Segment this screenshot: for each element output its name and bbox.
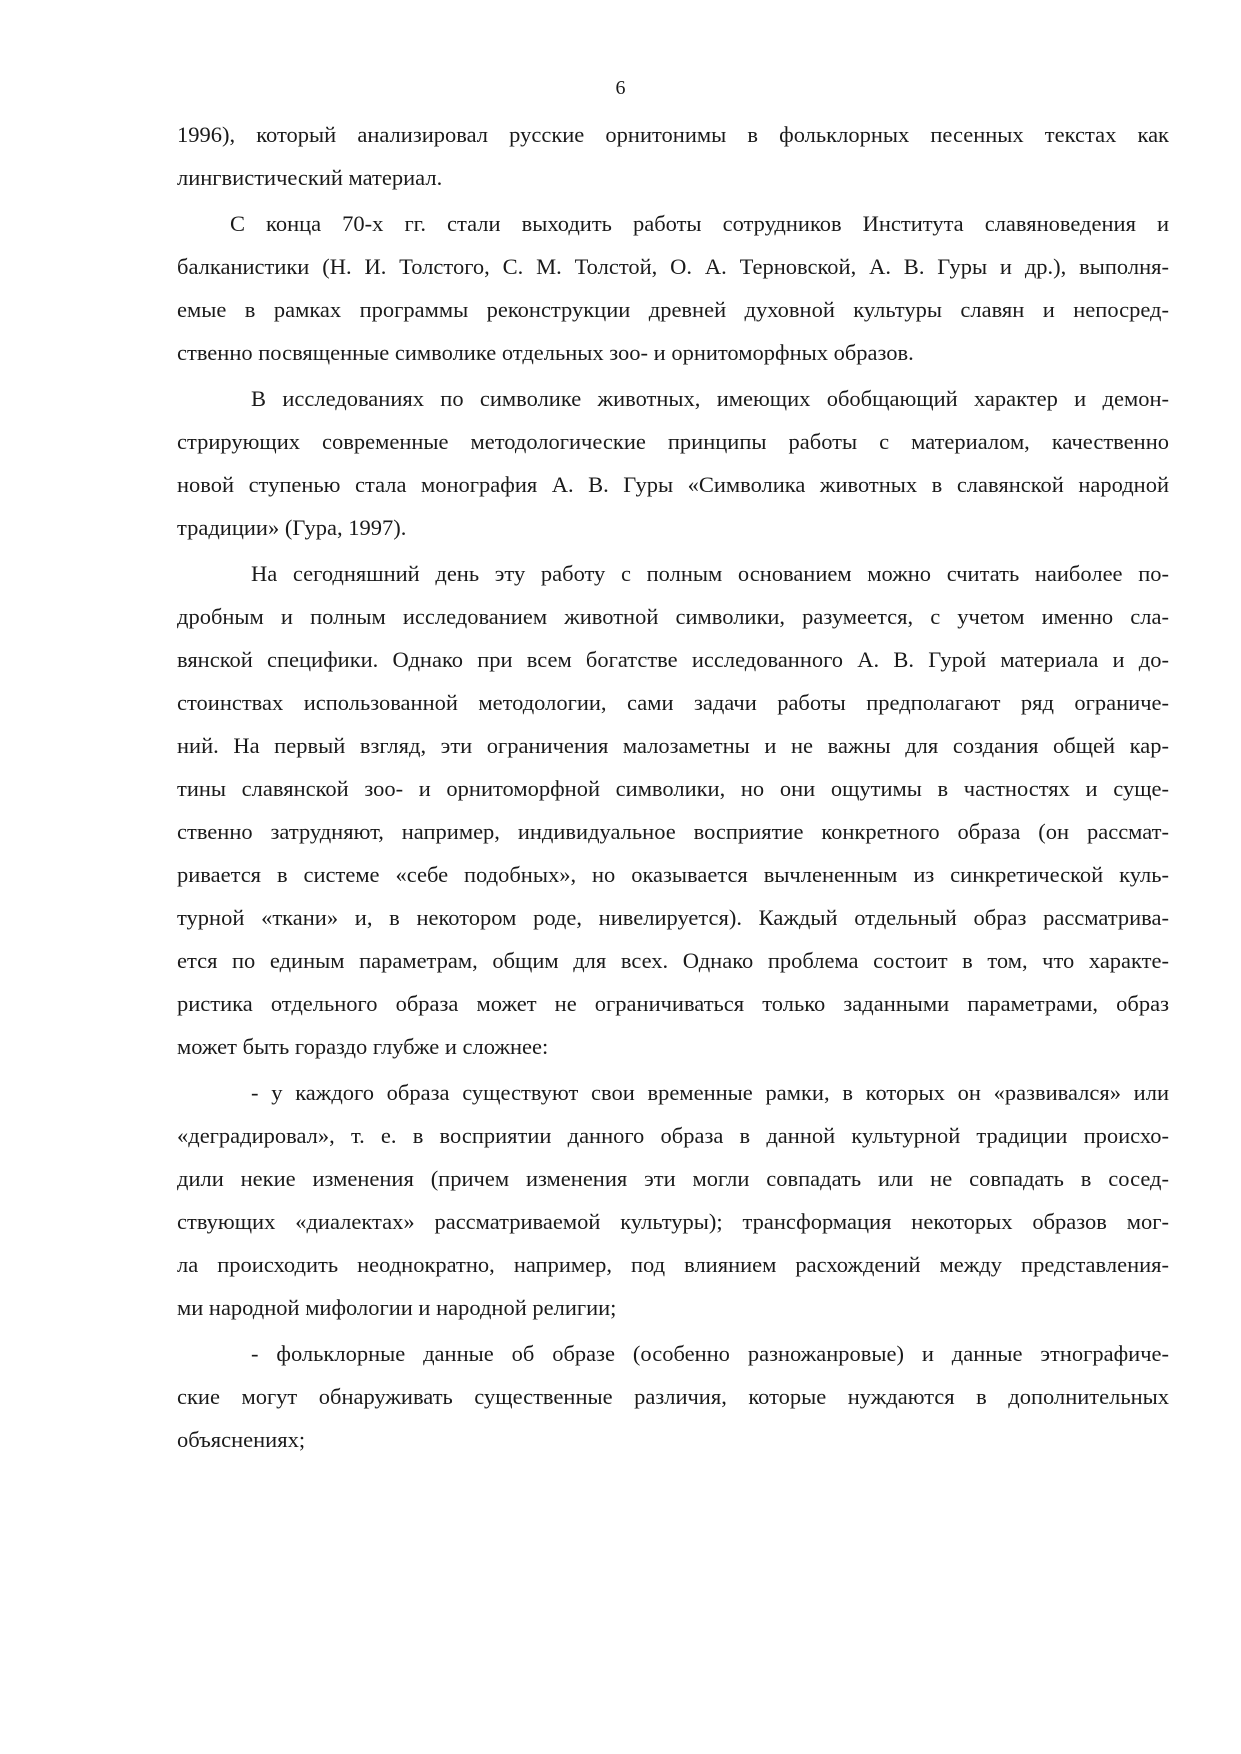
text-line: «деградировал», т. е. в восприятии данного образа в данной культурной традиции происхо- [177,1123,1169,1148]
text-line: ские могут обнаруживать существенные различия, которые нуждаются в дополнительных [177,1384,1169,1409]
text-line: вянской специфики. Однако при всем богатстве исследованного А. В. Гурой материала и до- [177,647,1169,672]
text-line: В исследованиях по символике животных, имеющих обобщающий характер и демон- [251,386,1169,411]
text-line: стрирующих современные методологические принципы работы с материалом, качественно [177,429,1169,454]
text-line: ствующих «диалектах» рассматриваемой культуры); трансформация некоторых образов мог- [177,1209,1169,1234]
text-line: турной «ткани» и, в некотором роде, нивелируется). Каждый отдельный образ рассматрива- [177,905,1169,930]
text-line: объяснениях; [177,1427,306,1452]
text-line: лингвистический материал. [177,165,443,190]
text-line: стоинствах использованной методологии, сами задачи работы предполагают ряд ограниче- [177,690,1169,715]
text-line: ми народной мифологии и народной религии; [177,1295,617,1320]
text-line: ется по единым параметрам, общим для всех. Однако проблема состоит в том, что характе- [177,948,1169,973]
text-line: тины славянской зоо- и орнитоморфной символики, но они ощутимы в частностях и суще- [177,776,1169,801]
text-line: ристика отдельного образа может не ограничиваться только заданными параметрами, образ [177,991,1169,1016]
text-line: - у каждого образа существуют свои временные рамки, в которых он «развивался» или [251,1080,1169,1105]
text-line: - фольклорные данные об образе (особенно разножанровые) и данные этнографиче- [251,1341,1169,1366]
text-line: ственно затрудняют, например, индивидуальное восприятие конкретного образа (он рассмат- [177,819,1169,844]
text-line: 1996), который анализировал русские орнитонимы в фольклорных песенных текстах как [177,122,1169,147]
text-line: ний. На первый взгляд, эти ограничения малозаметны и не важны для создания общей кар- [177,733,1169,758]
text-line: ла происходить неоднократно, например, под влиянием расхождений между представления- [177,1252,1169,1277]
text-line: дили некие изменения (причем изменения эти могли совпадать или не совпадать в сосед- [177,1166,1169,1191]
text-line: На сегодняшний день эту работу с полным основанием можно считать наиболее по- [251,561,1169,586]
text-line: новой ступенью стала монография А. В. Гуры «Символика животных в славянской народной [177,472,1169,497]
text-line: С конца 70-х гг. стали выходить работы сотрудников Института славяноведения и [230,211,1169,236]
text-line: традиции» (Гура, 1997). [177,515,407,540]
text-line: ривается в системе «себе подобных», но оказывается вычлененным из синкретической куль- [177,862,1169,887]
text-line: дробным и полным исследованием животной символики, разумеется, с учетом именно сла- [177,604,1169,629]
page-number: 6 [615,77,626,99]
text-line: балканистики (Н. И. Толстого, С. М. Толстой, О. А. Терновской, А. В. Гуры и др.), выполня- [177,254,1169,279]
text-line: ственно посвященные символике отдельных зоо- и орнитоморфных образов. [177,340,914,365]
text-line: может быть гораздо глубже и сложнее: [177,1034,549,1059]
body-text [177,113,1169,1461]
text-line: емые в рамках программы реконструкции древней духовной культуры славян и непосред- [177,297,1169,322]
